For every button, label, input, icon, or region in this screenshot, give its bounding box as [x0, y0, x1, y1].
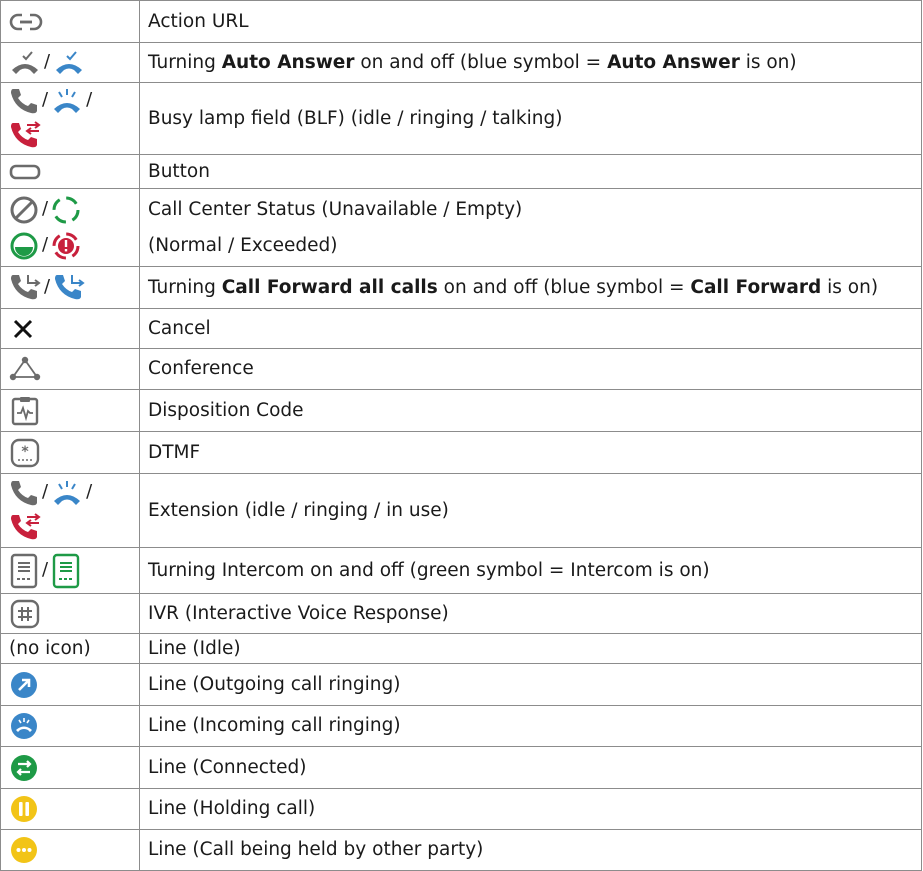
- description-text: DTMF: [148, 441, 201, 463]
- intercom-on-icon: [51, 553, 81, 589]
- auto-answer-off-icon: [9, 50, 41, 76]
- table-row: [1, 830, 922, 871]
- link-icon: [9, 11, 139, 33]
- description-cell: [140, 789, 922, 830]
- description-cell: [140, 267, 922, 309]
- phone-idle-icon: [9, 479, 39, 507]
- icon-cell: [1, 747, 140, 789]
- table-row: [1, 747, 922, 789]
- phone-ringing-icon: [51, 480, 83, 506]
- description-text: Line (Connected): [148, 756, 307, 778]
- description-bold: Call Forward: [690, 276, 822, 298]
- description-text: is on): [739, 51, 797, 73]
- description-text: Line (Call being held by other party): [148, 839, 484, 861]
- description-cell: [140, 349, 922, 390]
- icon-cell: [1, 432, 140, 474]
- connected-icon: [9, 753, 139, 783]
- table-row: [1, 548, 922, 594]
- description-text: Call Center Status (Unavailable / Empty): [148, 199, 523, 221]
- description-text: Line (Holding call): [148, 798, 316, 820]
- auto-answer-on-icon: [53, 50, 85, 76]
- description-cell: [140, 390, 922, 432]
- icon-cell: [1, 349, 140, 390]
- description-text: Extension (idle / ringing / in use): [148, 499, 449, 521]
- table-row: [1, 706, 922, 747]
- description-cell: [140, 43, 922, 83]
- description-bold: Call Forward all calls: [221, 276, 438, 298]
- empty-status-icon: [51, 195, 81, 225]
- separator: /: [86, 481, 93, 503]
- disposition-code-icon: [9, 396, 139, 426]
- description-text: Button: [148, 160, 210, 182]
- table-row: [1, 155, 922, 189]
- icon-cell: [1, 548, 140, 594]
- description-cell: [140, 548, 922, 594]
- table-row: [1, 474, 922, 548]
- call-forward-off-icon: [9, 273, 41, 303]
- call-forward-on-icon: [53, 273, 85, 303]
- intercom-off-icon: [9, 553, 39, 589]
- phone-ringing-icon: [51, 88, 83, 114]
- separator: /: [44, 51, 51, 73]
- description-cell: [140, 830, 922, 871]
- description-bold: Auto Answer: [607, 51, 740, 73]
- icon-cell: [1, 789, 140, 830]
- separator: /: [42, 234, 49, 256]
- description-text: Line (Idle): [148, 637, 241, 659]
- table-row: [1, 83, 922, 155]
- separator: /: [44, 276, 51, 298]
- phone-in-use-icon: [9, 513, 139, 543]
- description-cell: [140, 432, 922, 474]
- table-row: [1, 594, 922, 634]
- separator: /: [42, 89, 49, 111]
- phone-talking-icon: [9, 121, 139, 151]
- description-text: is on): [821, 276, 879, 298]
- table-row: [1, 664, 922, 706]
- description-cell: [140, 594, 922, 634]
- description-text: Cancel: [148, 317, 211, 339]
- description-bold: Auto Answer: [221, 51, 355, 73]
- description-cell: [140, 474, 922, 548]
- description-cell: [140, 706, 922, 747]
- table-row: [1, 309, 922, 349]
- ivr-icon: [9, 599, 139, 629]
- icon-cell: [1, 664, 140, 706]
- svg-text:*: *: [21, 443, 29, 460]
- table-row: [1, 432, 922, 474]
- icon-cell: [1, 706, 140, 747]
- outgoing-call-icon: [9, 670, 139, 700]
- separator: /: [42, 198, 49, 220]
- description-cell: [140, 634, 922, 664]
- description-text: Action URL: [148, 10, 249, 32]
- table-row: [1, 189, 922, 267]
- phone-idle-icon: [9, 87, 39, 115]
- icon-cell: [1, 634, 140, 664]
- table-row: [1, 634, 922, 664]
- icon-cell: [1, 594, 140, 634]
- icon-cell: [1, 155, 140, 189]
- icon-cell: [1, 189, 140, 267]
- table-row: [1, 390, 922, 432]
- dtmf-icon: [9, 438, 139, 468]
- separator: /: [42, 559, 49, 581]
- icon-cell: [1, 474, 140, 548]
- description-text: Busy lamp field (BLF) (idle / ringing / talking): [148, 107, 563, 129]
- description-text: Disposition Code: [148, 399, 304, 421]
- incoming-call-icon: [9, 711, 139, 741]
- held-by-other-icon: [9, 835, 139, 865]
- description-text: Conference: [148, 358, 254, 380]
- exceeded-status-icon: [51, 231, 81, 261]
- icon-cell: [1, 43, 140, 83]
- table-row: [1, 349, 922, 390]
- hold-icon: [9, 794, 139, 824]
- description-text: Turning: [148, 276, 222, 298]
- description-cell: [140, 664, 922, 706]
- description-cell: [140, 189, 922, 267]
- icon-cell: [1, 830, 140, 871]
- description-text: Turning Intercom on and off (green symbol = Intercom is on): [148, 559, 710, 581]
- icon-cell: [1, 267, 140, 309]
- icon-cell: [1, 83, 140, 155]
- unavailable-icon: [9, 195, 39, 225]
- description-cell: [140, 747, 922, 789]
- icon-cell: [1, 1, 140, 43]
- description-text: (Normal / Exceeded): [148, 234, 338, 256]
- normal-status-icon: [9, 231, 39, 261]
- description-cell: [140, 1, 922, 43]
- cancel-icon: [9, 317, 139, 341]
- table-row: [1, 1, 922, 43]
- description-cell: [140, 155, 922, 189]
- description-text: Line (Incoming call ringing): [148, 715, 401, 737]
- description-text: on and off (blue symbol =: [354, 51, 608, 73]
- button-icon: [9, 163, 139, 181]
- table-row: [1, 43, 922, 83]
- table-row: [1, 789, 922, 830]
- separator: /: [42, 481, 49, 503]
- conference-icon: [9, 356, 139, 382]
- description-text: IVR (Interactive Voice Response): [148, 602, 449, 624]
- icon-cell: [1, 309, 140, 349]
- description-cell: [140, 309, 922, 349]
- table-row: [1, 267, 922, 309]
- description-text: Turning: [148, 51, 222, 73]
- no-icon-label: (no icon): [9, 637, 91, 659]
- icon-cell: [1, 390, 140, 432]
- description-text: on and off (blue symbol =: [437, 276, 691, 298]
- description-cell: [140, 83, 922, 155]
- description-text: Line (Outgoing call ringing): [148, 673, 401, 695]
- separator: /: [86, 89, 93, 111]
